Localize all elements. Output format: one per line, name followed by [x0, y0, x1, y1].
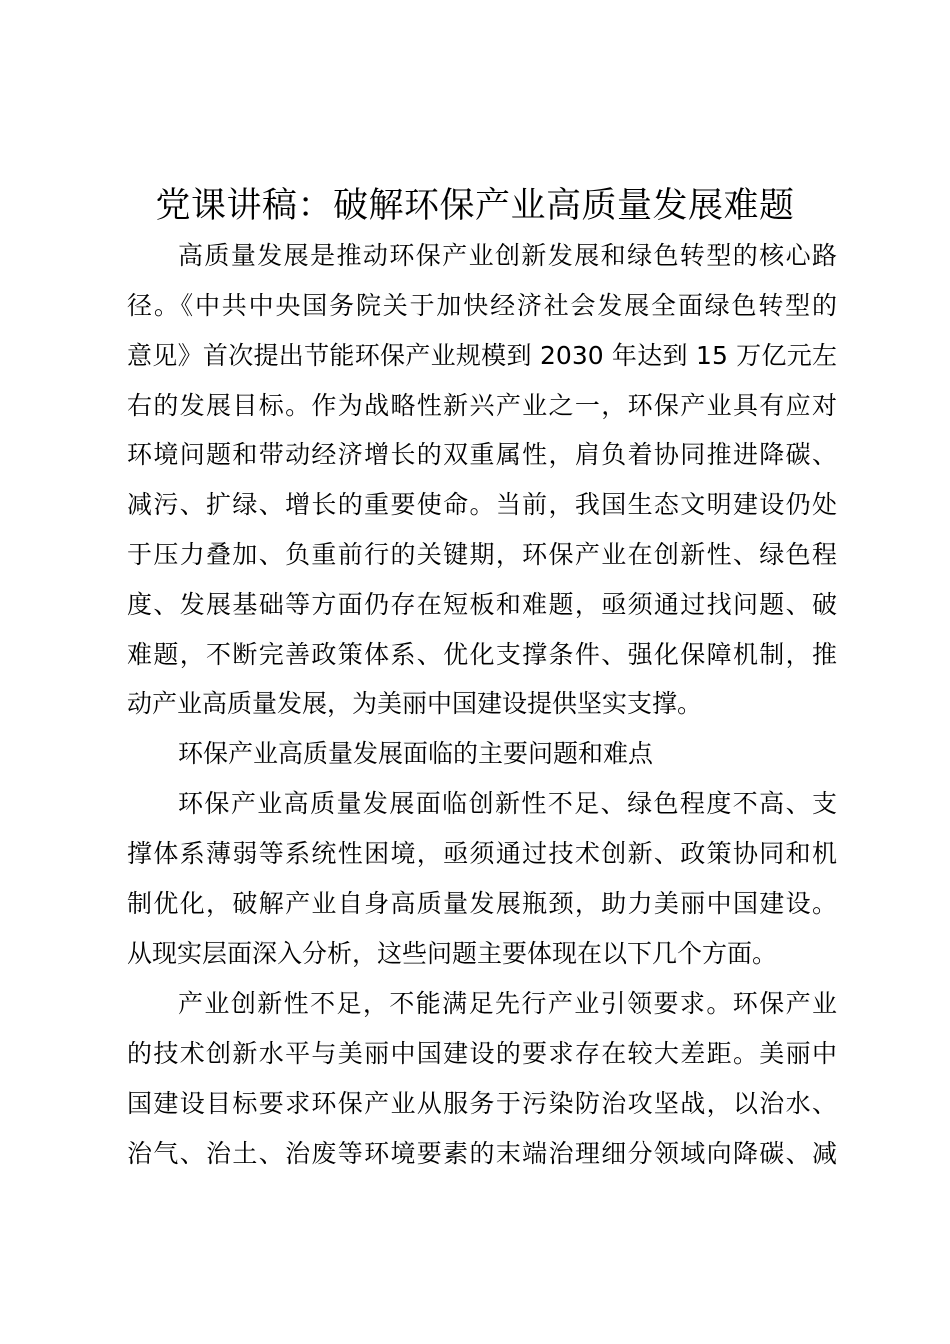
body-line: 环保产业高质量发展面临创新性不足、绿色程度不高、支	[178, 789, 837, 818]
body-line: 国建设目标要求环保产业从服务于污染防治攻坚战，以治水、	[127, 1089, 837, 1118]
body-line: 难题，不断完善政策体系、优化支撑条件、强化保障机制，推	[127, 640, 837, 669]
body-line: 制优化，破解产业自身高质量发展瓶颈，助力美丽中国建设。	[127, 889, 837, 918]
body-line: 治气、治土、治废等环境要素的末端治理细分领域向降碳、减	[127, 1139, 837, 1168]
section-heading: 环保产业高质量发展面临的主要问题和难点	[178, 739, 654, 768]
body-line: 减污、扩绿、增长的重要使命。当前，我国生态文明建设仍处	[127, 490, 837, 519]
body-line: 动产业高质量发展，为美丽中国建设提供坚实支撑。	[127, 689, 703, 718]
body-line: 的技术创新水平与美丽中国建设的要求存在较大差距。美丽中	[127, 1039, 837, 1068]
body-line: 环境问题和带动经济增长的双重属性，肩负着协同推进降碳、	[127, 440, 837, 469]
body-line: 撑体系薄弱等系统性困境，亟须通过技术创新、政策协同和机	[127, 839, 837, 868]
body-line: 高质量发展是推动环保产业创新发展和绿色转型的核心路	[178, 241, 837, 270]
body-line: 意见》首次提出节能环保产业规模到 2030 年达到 15 万亿元左	[127, 341, 837, 370]
page-title: 党课讲稿：破解环保产业高质量发展难题	[155, 186, 795, 226]
body-line: 产业创新性不足，不能满足先行产业引领要求。环保产业	[178, 989, 837, 1018]
body-line: 度、发展基础等方面仍存在短板和难题，亟须通过找问题、破	[127, 590, 837, 619]
body-line: 从现实层面深入分析，这些问题主要体现在以下几个方面。	[127, 939, 778, 968]
body-line: 右的发展目标。作为战略性新兴产业之一，环保产业具有应对	[127, 391, 837, 420]
body-line: 径。《中共中央国务院关于加快经济社会发展全面绿色转型的	[127, 291, 837, 320]
body-line: 于压力叠加、负重前行的关键期，环保产业在创新性、绿色程	[127, 540, 837, 569]
